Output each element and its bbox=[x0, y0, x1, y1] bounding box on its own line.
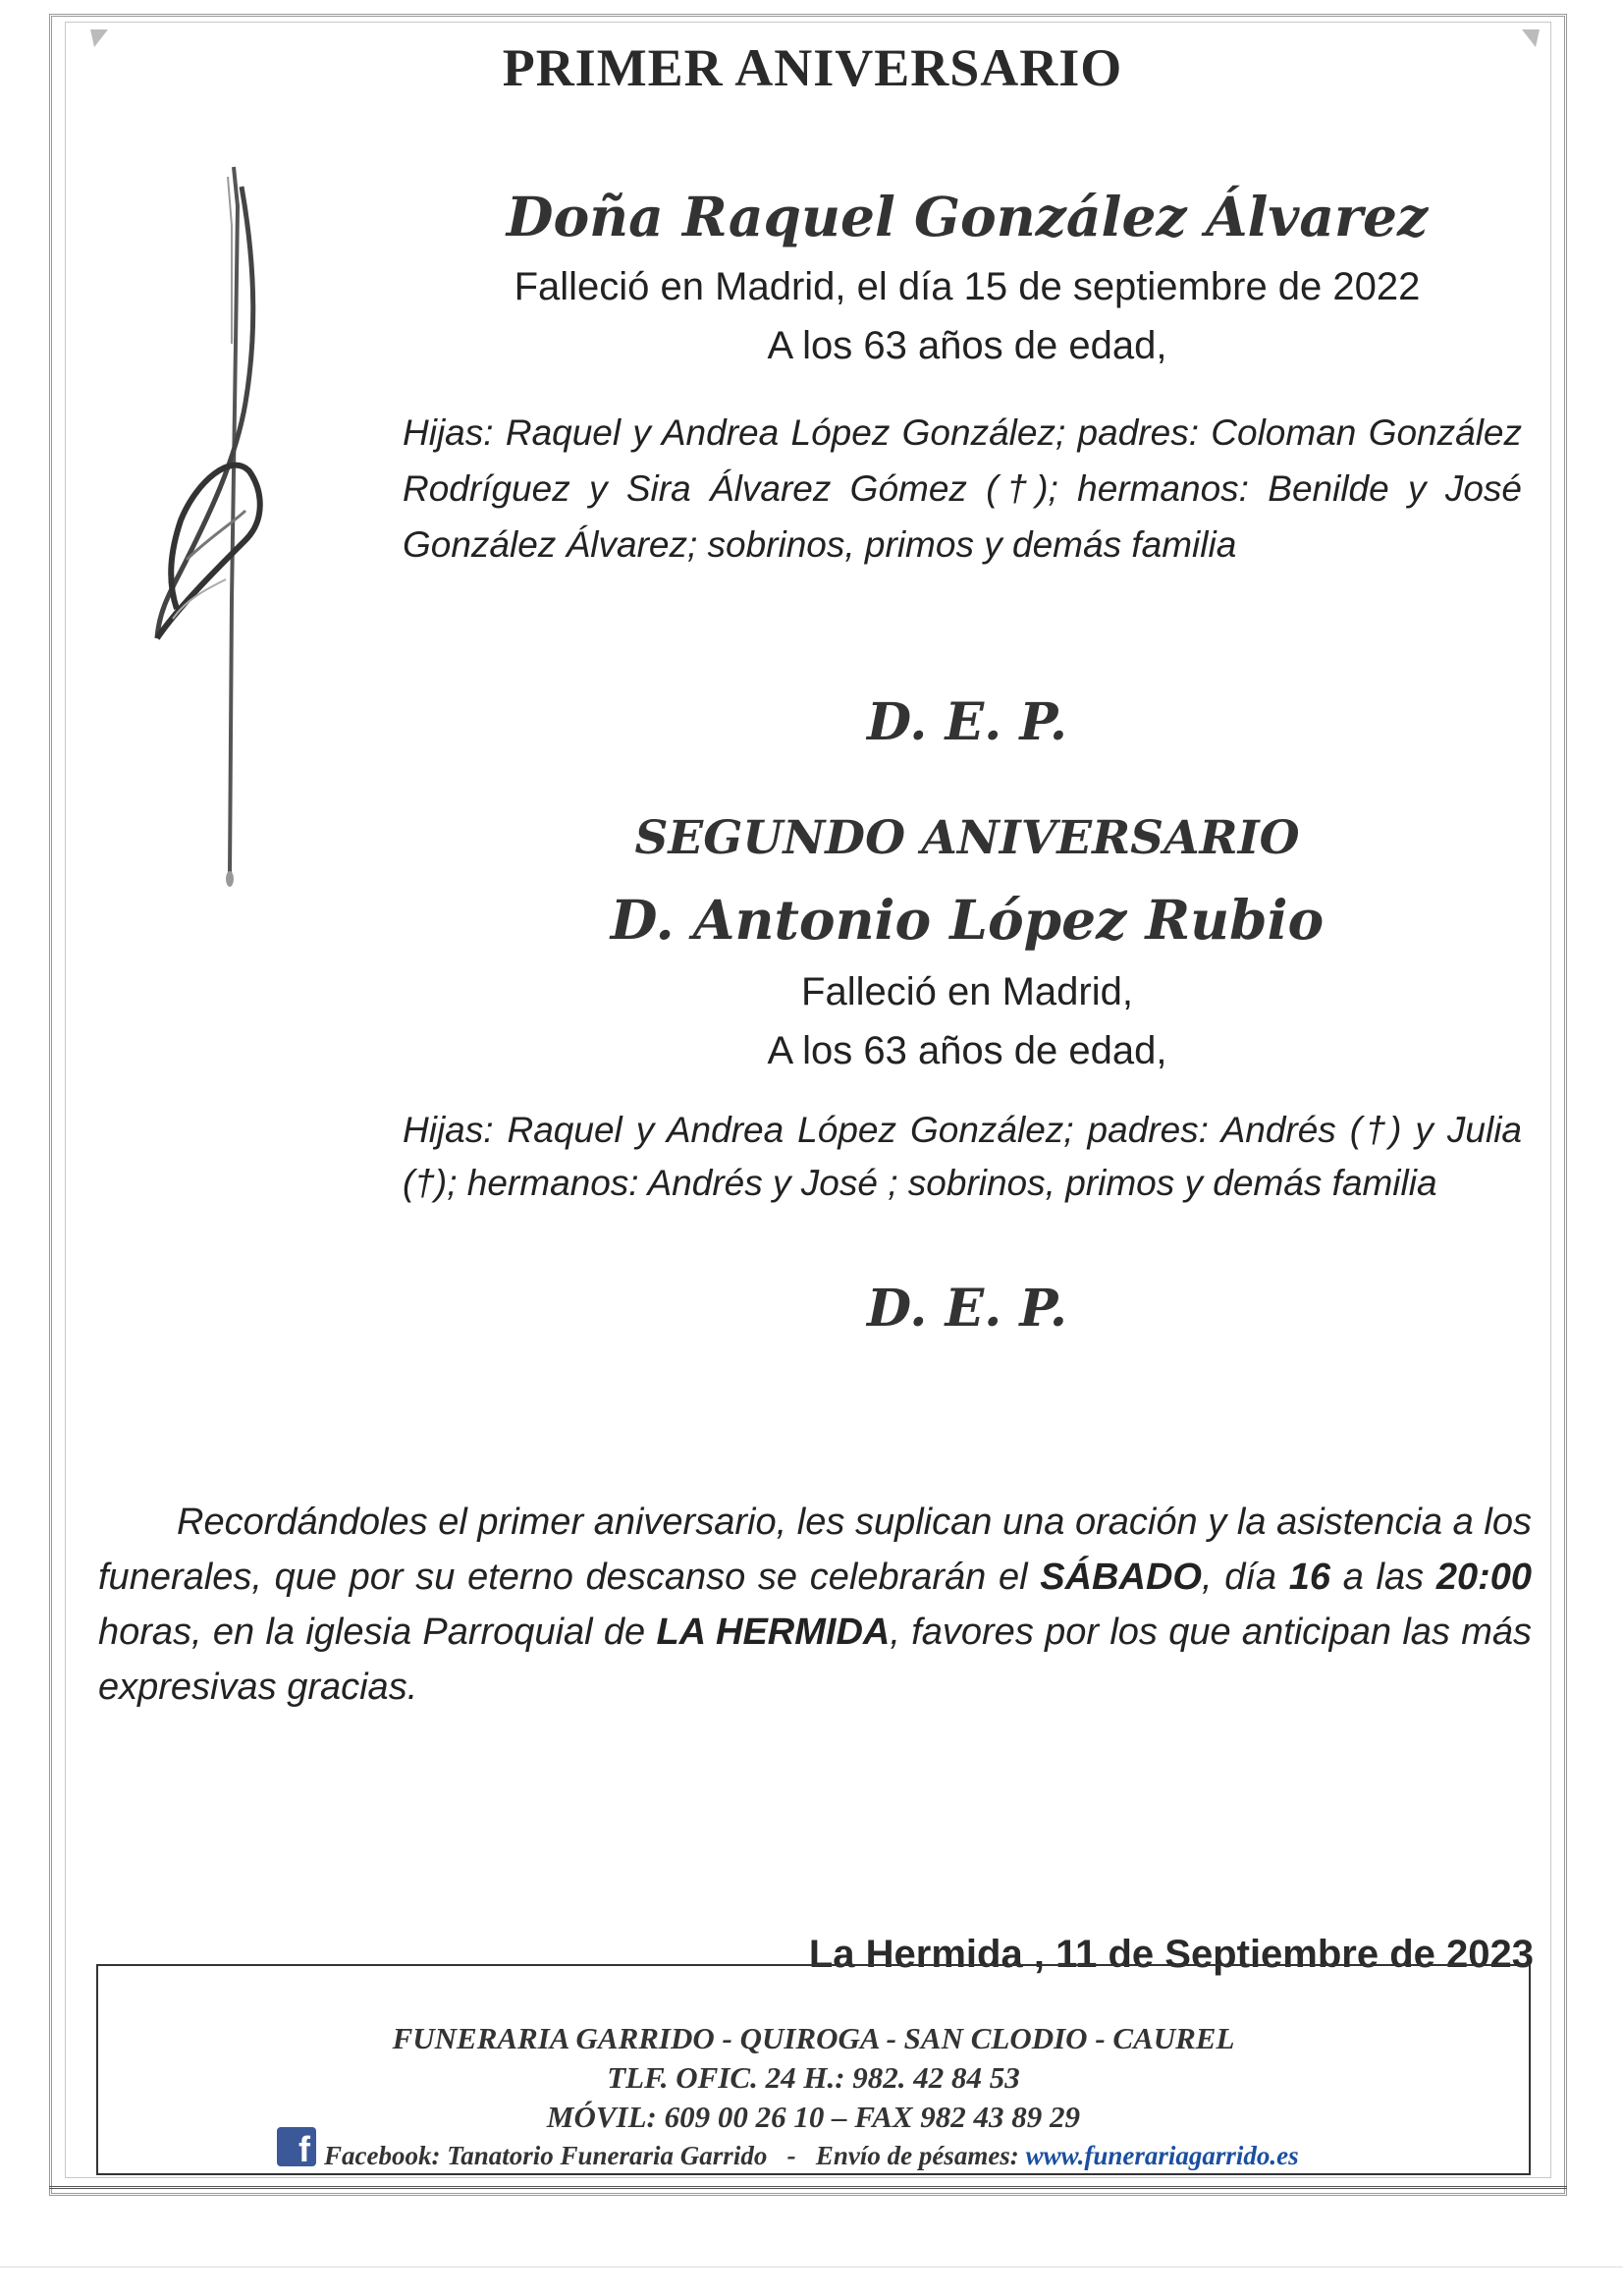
family-list-1: Hijas: Raquel y Andrea López González; padres: Coloman González Rodríguez y Sira Álvarez Gómez (†); hermanos: Benilde y José González Álvarez; sobrinos, primos y demás familia bbox=[403, 412, 1522, 565]
page-edge-rule bbox=[0, 2267, 1623, 2268]
announcement-text: , día bbox=[1201, 1557, 1289, 1598]
announcement-date: 16 bbox=[1288, 1557, 1331, 1598]
family-list-2: Hijas: Raquel y Andrea López González; padres: Andrés (†) y Julia (†); hermanos: Andrés y José ; sobrinos, primos y demás familia bbox=[403, 1110, 1522, 1203]
announcement-text: a las bbox=[1330, 1557, 1436, 1598]
announcement-day: SÁBADO bbox=[1040, 1557, 1202, 1598]
footer-mobile-fax: MÓVIL: 609 00 26 10 – FAX 982 43 89 29 bbox=[546, 2100, 1081, 2134]
footer-separator: - bbox=[786, 2141, 796, 2170]
announcement-text: , favores por los que anticipan las más expresivas gracias. bbox=[98, 1612, 1532, 1708]
footer-phone: TLF. OFIC. 24 H.: 982. 42 84 53 bbox=[607, 2060, 1020, 2095]
age-1: A los 63 años de edad, bbox=[767, 324, 1167, 367]
footer-contact-line bbox=[324, 2141, 1404, 2171]
heading-second-anniversary: SEGUNDO ANIVERSARIO bbox=[634, 811, 1300, 865]
age-2: A los 63 años de edad, bbox=[767, 1029, 1167, 1072]
announcement-place: LA HERMIDA bbox=[656, 1612, 891, 1653]
cross-icon bbox=[147, 147, 265, 894]
website-link[interactable]: www.funerariagarrido.es bbox=[1025, 2141, 1299, 2170]
deceased-name-2: D. Antonio López Rubio bbox=[610, 888, 1325, 952]
bottom-rule bbox=[49, 2186, 1567, 2189]
heading-first-anniversary: PRIMER ANIVERSARIO bbox=[502, 38, 1123, 97]
deceased-name-1: Doña Raquel González Álvarez bbox=[506, 185, 1429, 248]
facebook-icon[interactable]: f bbox=[277, 2127, 316, 2166]
death-date-1: Falleció en Madrid, el día 15 de septiembre de 2022 bbox=[514, 265, 1421, 308]
facebook-link[interactable]: Facebook: Tanatorio Funeraria Garrido bbox=[324, 2141, 768, 2170]
place-and-date: La Hermida , 11 de Septiembre de 2023 bbox=[808, 1933, 1534, 1976]
announcement-time: 20:00 bbox=[1435, 1557, 1533, 1598]
funeral-announcement bbox=[98, 1495, 1532, 1715]
announcement-text: horas, en la iglesia Parroquial de bbox=[98, 1612, 657, 1653]
condolences-label: Envío de pésames: bbox=[815, 2141, 1019, 2170]
announcement-text: Recordándoles el primer aniversario, les suplican una oración y la asistencia a los funerales, que por su eterno descanso se celebrarán el bbox=[98, 1502, 1532, 1598]
dep-1: D. E. P. bbox=[867, 692, 1067, 752]
death-place-2: Falleció en Madrid, bbox=[801, 970, 1133, 1013]
footer-company: FUNERARIA GARRIDO - QUIROGA - SAN CLODIO - CAUREL bbox=[392, 2021, 1235, 2055]
dep-2: D. E. P. bbox=[867, 1279, 1067, 1339]
